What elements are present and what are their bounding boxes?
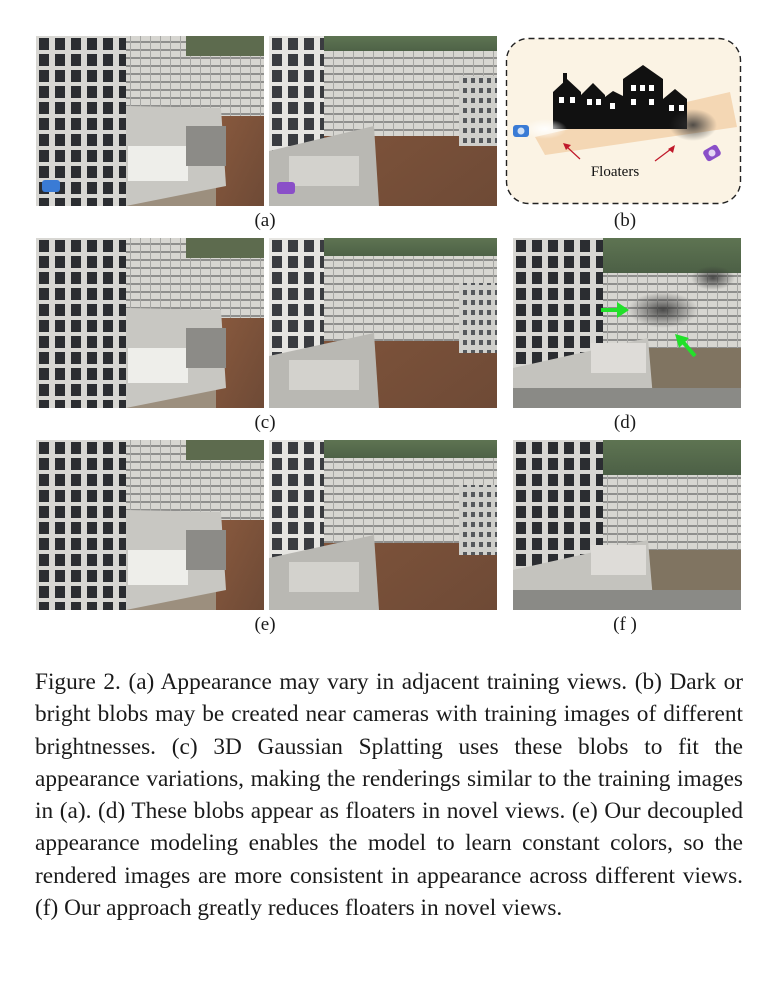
photo-c-right [269,238,497,408]
photo-a-left [36,36,264,206]
photo-a-right [269,36,497,206]
label-e: (e) [254,614,276,635]
label-c: (c) [254,412,276,433]
camera-blue-icon [513,125,529,137]
photo-e-right [269,440,497,610]
label-d: (d) [613,412,637,433]
label-a: (a) [254,210,276,231]
figure-caption: Figure 2. (a) Appearance may vary in adjacent training views. (b) Dark or bright blobs may be created near cameras with training images of different brightnesses. (c) 3D Gaussian Splatting uses these blobs to fit the appearance variations, making the renderings similar to the training images in (a). (d) These blobs appear as floaters in novel views. (e) Our decoupled appearance modeling enables the model to learn constant colors, so the rendered images are more consistent in appearance across different views. (f) Our approach greatly reduces floaters in novel views. [35,669,743,922]
photo-e-left [36,440,264,610]
floaters-diagram [505,37,742,205]
photo-d [513,238,741,408]
label-f: (f ) [613,614,637,635]
label-b: (b) [613,210,637,231]
photo-f [513,440,741,610]
photo-c-left [36,238,264,408]
floaters-label: Floaters [590,164,640,180]
